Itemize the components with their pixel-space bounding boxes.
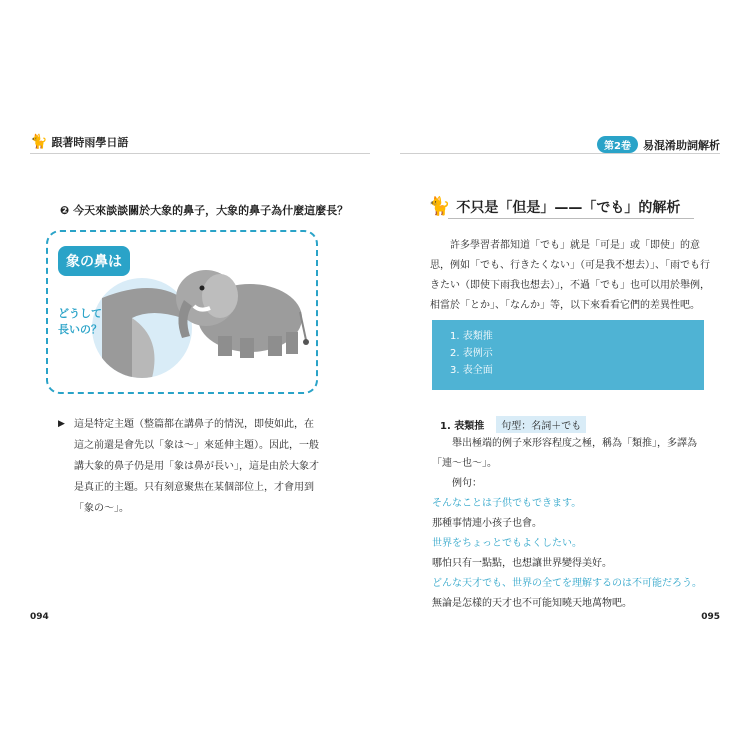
pattern-tag: 句型：名詞＋でも (496, 416, 586, 433)
usage-item-3: 3. 表全面 (450, 365, 493, 376)
bullet-arrow-icon: ▶ (58, 419, 65, 429)
intro-paragraph: 許多學習者都知道「でも」就是「可是」或「即使」的意思，例如「でも、行きたくない」（可是我不想去）」、「雨でも行きたい（即使下雨我也想去）」，不過「でも」也可以用於舉例，相當於「とか」、「なんか」等，以下來看看它們的差異性吧。 (430, 240, 710, 311)
chapter-title: 易混淆助詞解析 (643, 138, 720, 152)
book-title-header (30, 134, 128, 150)
usage-item-1: 1. 表類推 (450, 331, 493, 342)
example-zh-2: 哪怕只有一點點，也想讓世界變得美好。 (432, 558, 612, 569)
example-zh-3: 無論是怎樣的天才也不可能知曉天地萬物吧。 (432, 598, 632, 609)
example-jp-2: 世界をちょっとでもよくしたい。 (432, 538, 582, 549)
illustration-question-line-1: どうして (58, 307, 102, 320)
subsection-body (432, 434, 712, 614)
subsection-heading (440, 416, 586, 433)
question-heading: ❷ 今天來談談關於大象的鼻子，大象的鼻子為什麼這麼長？ (60, 204, 349, 217)
page-number-left: 094 (30, 612, 49, 622)
section-underline (448, 218, 694, 219)
illustration-badge: 象の鼻は (58, 246, 130, 276)
explanation-text: 這是特定主題（整篇都在講鼻子的情況，即使如此，在這之前還是會先以「象は～」來延伸主題）。因此，一般講大象的鼻子仍是用「象は鼻が長い」，這是由於大象才是真正的主題。只有刻意聚焦在某個部位上，才會用到「象の～」。 (74, 419, 319, 514)
illustration-question-line-2: 長いの？ (58, 323, 102, 336)
subsection-explain: 舉出極端的例子來形容程度之極，稱為「類推」，多譯為「連～也～」。 (432, 438, 697, 469)
cat-icon: 🐈 (428, 196, 451, 217)
example-label: 例句： (452, 478, 482, 489)
header-divider-left (30, 153, 370, 154)
chapter-badge: 第2卷 (597, 136, 638, 153)
section-title-text: 不只是「但是」——「でも」的解析 (456, 199, 681, 216)
header-divider-right (400, 153, 720, 154)
usage-list-box (432, 320, 704, 390)
usage-item-2: 2. 表例示 (450, 348, 493, 359)
section-title (428, 196, 680, 217)
example-zh-1: 那種事情連小孩子也會。 (432, 518, 542, 529)
book-title: 跟著時雨學日語 (51, 136, 129, 149)
cat-icon: 🐈 (30, 134, 48, 150)
page-number-right: 095 (701, 612, 720, 622)
elephant-illustration (170, 248, 310, 360)
example-jp-3: どんな天才でも、世界の全てを理解するのは不可能だろう。 (432, 578, 702, 589)
example-jp-1: そんなことは子供でもできます。 (432, 498, 582, 509)
chapter-header (597, 136, 720, 153)
subsection-title: 1. 表類推 (440, 421, 485, 432)
illustration-question (58, 306, 102, 338)
explanation-paragraph (60, 414, 322, 519)
